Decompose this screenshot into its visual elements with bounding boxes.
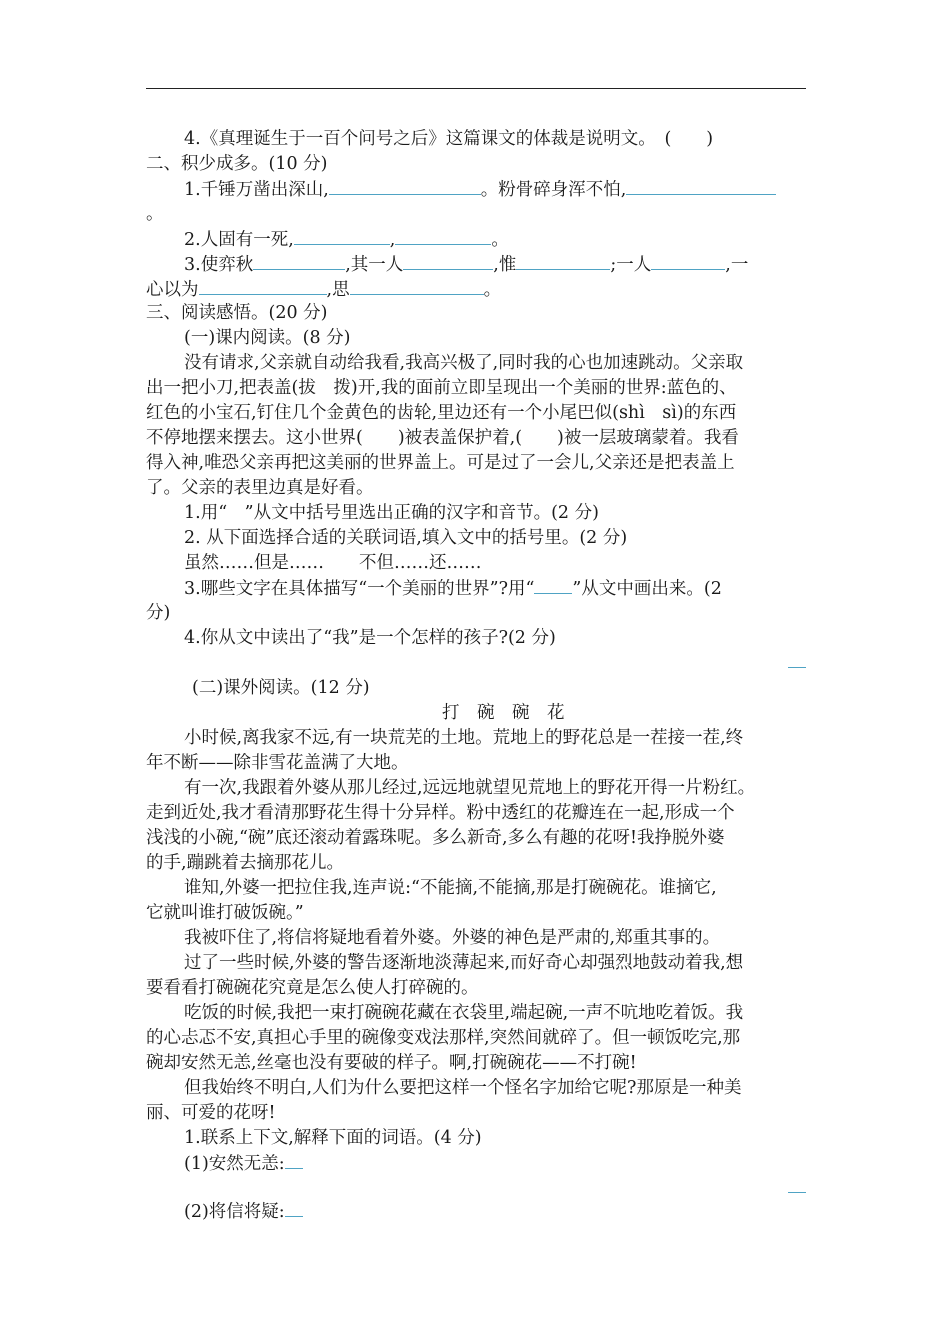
- passage-2-line: 的心忐忑不安,真担心手里的碗像变戏法那样,突然间就碎了。但一顿饭吃完,那: [146, 1028, 741, 1048]
- reading-question-3-text-a: 3.哪些文字在具体描写“一个美丽的世界”?用“: [184, 579, 535, 599]
- answer-blank[interactable]: [199, 278, 327, 295]
- header-rule: [146, 88, 806, 89]
- question-2-3-text-g: ,思: [326, 280, 350, 300]
- passage-2-line: 小时候,离我家不远,有一块荒芜的土地。荒地上的野花总是一茬接一茬,终: [184, 728, 744, 748]
- extra-question-1b: [184, 1200, 303, 1223]
- answer-line[interactable]: [788, 667, 806, 668]
- passage-2-line: 有一次,我跟着外婆从那儿经过,远远地就望见荒地上的野花开得一片粉红。: [184, 778, 756, 798]
- passage-2-line: 谁知,外婆一把拉住我,连声说:“不能摘,不能摘,那是打碗碗花。谁摘它,: [184, 878, 717, 898]
- passage-1-line: 了。父亲的表里边真是好看。: [146, 478, 374, 498]
- answer-blank[interactable]: [329, 178, 481, 195]
- passage-2-line: 走到近处,我才看清那野花生得十分异样。粉中透红的花瓣连在一起,形成一个: [146, 803, 735, 823]
- conjunction-options: 虽然……但是…… 不但……还……: [184, 553, 482, 573]
- extra-question-1: 1.联系上下文,解释下面的词语。(4 分): [184, 1128, 482, 1148]
- answer-blank[interactable]: [395, 228, 491, 245]
- passage-2-line: 浅浅的小碗,“碗”底还滚动着露珠呢。多么新奇,多么有趣的花呀!我挣脱外婆: [146, 828, 725, 848]
- answer-blank[interactable]: [294, 228, 390, 245]
- question-2-3-text-d: ;一人: [610, 255, 652, 275]
- question-2-2-text: 2.人固有一死,: [184, 230, 294, 250]
- passage-2-line: 它就叫谁打破饭碗。”: [146, 903, 304, 923]
- answer-blank[interactable]: [516, 253, 610, 270]
- reading-question-3-text-b: ”从文中画出来。(2: [572, 579, 722, 599]
- section-3-heading: 三、阅读感悟。(20 分): [146, 303, 328, 323]
- passage-2-line: 但我始终不明白,人们为什么要把这样一个怪名字加给它呢?那原是一种美: [184, 1078, 742, 1098]
- subsection-1-heading: (一)课内阅读。(8 分): [184, 328, 351, 348]
- extra-question-1a: [184, 1152, 303, 1175]
- question-1-4: 4.《真理诞生于一百个问号之后》这篇课文的体裁是说明文。 ( ): [184, 129, 714, 149]
- question-2-1-text-b: 。粉骨碎身浑不怕,: [480, 180, 627, 200]
- passage-2-line: 年不断——除非雪花盖满了大地。: [146, 753, 409, 773]
- reading-question-3: [184, 577, 722, 600]
- answer-line[interactable]: [788, 1192, 806, 1193]
- answer-blank[interactable]: [626, 178, 776, 195]
- question-2-3-text-a: 3.使弈秋: [184, 255, 254, 275]
- passage-1-line: 红色的小宝石,钉住几个金黄色的齿轮,里边还有一个小尾巴似(shì sì)的东西: [146, 403, 737, 423]
- question-2-1-end: 。: [146, 204, 164, 224]
- question-2-3-end: 。: [483, 280, 502, 300]
- passage-2-line: 吃饭的时候,我把一束打碗碗花藏在衣袋里,端起碗,一声不吭地吃着饭。我: [184, 1003, 744, 1023]
- question-2-2-sep: ,: [389, 230, 396, 250]
- reading-question-3-cont: 分): [146, 603, 171, 623]
- passage-2-line: 的手,蹦跳着去摘那花儿。: [146, 853, 345, 873]
- extra-question-1b-label: (2)将信将疑:: [184, 1202, 285, 1222]
- passage-1-line: 得入神,唯恐父亲再把这美丽的世界盖上。可是过了一会儿,父亲还是把表盖上: [146, 453, 735, 473]
- subsection-2-heading: (二)课外阅读。(12 分): [192, 678, 370, 698]
- question-2-2: [184, 228, 509, 251]
- answer-blank[interactable]: [285, 1200, 303, 1217]
- answer-blank[interactable]: [350, 278, 484, 295]
- extra-question-1a-label: (1)安然无恙:: [184, 1154, 285, 1174]
- question-2-1-text-a: 1.千锤万凿出深山,: [184, 180, 329, 200]
- question-2-3-text-c: ,惟: [493, 255, 517, 275]
- passage-2-line: 丽、可爱的花呀!: [146, 1103, 276, 1123]
- reading-question-1: 1.用“ ”从文中括号里选出正确的汉字和音节。(2 分): [184, 503, 599, 523]
- question-2-3-text-b: ,其一人: [345, 255, 404, 275]
- passage-2-line: 碗却安然无恙,丝毫也没有要破的样子。啊,打碗碗花——不打碗!: [146, 1053, 637, 1073]
- passage-1-line: 不停地摆来摆去。这小世界( )被表盖保护着,( )被一层玻璃蒙着。我看: [146, 428, 739, 448]
- question-2-3: [184, 253, 748, 276]
- question-2-2-end: 。: [491, 230, 509, 250]
- question-2-3-text-e: ,一: [725, 255, 749, 275]
- underline-sample: [534, 577, 572, 594]
- answer-blank[interactable]: [285, 1152, 303, 1169]
- answer-blank[interactable]: [403, 253, 493, 270]
- answer-blank[interactable]: [253, 253, 345, 270]
- reading-question-2: 2. 从下面选择合适的关联词语,填入文中的括号里。(2 分): [184, 528, 628, 548]
- question-2-3-cont: [146, 278, 501, 301]
- answer-blank[interactable]: [651, 253, 725, 270]
- passage-2-line: 过了一些时候,外婆的警告逐渐地淡薄起来,而好奇心却强烈地鼓动着我,想: [184, 953, 744, 973]
- passage-2-line: 要看看打碗碗花究竟是怎么使人打碎碗的。: [146, 978, 479, 998]
- passage-2-line: 我被吓住了,将信将疑地看着外婆。外婆的神色是严肃的,郑重其事的。: [184, 928, 721, 948]
- passage-2-title: 打 碗 碗 花: [442, 703, 565, 723]
- passage-1-line: 没有请求,父亲就自动给我看,我高兴极了,同时我的心也加速跳动。父亲取: [184, 353, 744, 373]
- section-2-heading: 二、积少成多。(10 分): [146, 154, 328, 174]
- passage-1-line: 出一把小刀,把表盖(拔 拨)开,我的面前立即呈现出一个美丽的世界:蓝色的、: [146, 378, 737, 398]
- reading-question-4: 4.你从文中读出了“我”是一个怎样的孩子?(2 分): [184, 628, 556, 648]
- question-2-3-text-f: 心以为: [146, 280, 199, 300]
- question-2-1: [184, 178, 776, 201]
